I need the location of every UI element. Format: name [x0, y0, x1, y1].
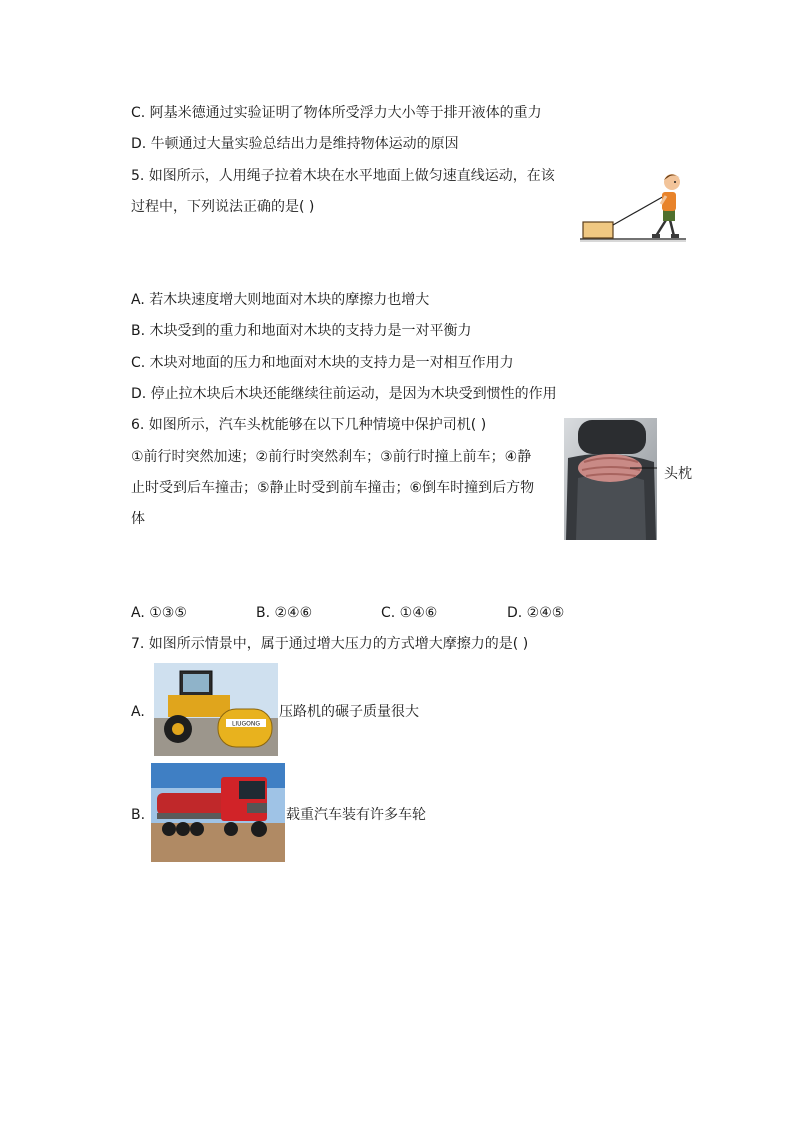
q6-figure-label: 头枕 — [664, 466, 692, 482]
q6-stem-line3: 止时受到后车撞击；⑤静止时受到前车撞击；⑥倒车时撞到后方物 — [131, 480, 535, 496]
q7-option-b-letter: B. — [131, 807, 146, 823]
q7-option-b-text: 载重汽车装有许多车轮 — [286, 807, 426, 823]
q6-option-a: A. ①③⑤ — [131, 605, 187, 621]
q7-roller-brand-text: LIUGONG — [231, 720, 261, 728]
q6-option-b: B. ②④⑥ — [256, 605, 313, 621]
q6-stem-line4: 体 — [131, 511, 145, 527]
q4-option-d: D. 牛顿通过大量实验总结出力是维持物体运动的原因 — [131, 136, 459, 152]
q5-option-a: A. 若木块速度增大则地面对木块的摩擦力也增大 — [131, 292, 430, 308]
q5-option-c: C. 木块对地面的压力和地面对木块的支持力是一对相互作用力 — [131, 355, 514, 371]
q7-option-a-roller-photo — [154, 663, 278, 756]
q6-option-d: D. ②④⑤ — [507, 605, 565, 621]
q7-stem: 7. 如图所示情景中，属于通过增大压力的方式增大摩擦力的是( ) — [131, 636, 529, 652]
q5-figure-boy-pulling-block — [578, 168, 690, 244]
q6-option-c: C. ①④⑥ — [381, 605, 438, 621]
q6-figure-headrest-photo — [564, 418, 657, 540]
q5-option-d: D. 停止拉木块后木块还能继续往前运动，是因为木块受到惯性的作用 — [131, 386, 557, 402]
q7-option-a-text: 压路机的碾子质量很大 — [279, 704, 419, 720]
q5-stem-line1: 5. 如图所示，人用绳子拉着木块在水平地面上做匀速直线运动，在该 — [131, 168, 555, 184]
q5-stem-line2: 过程中，下列说法正确的是( ) — [131, 199, 315, 215]
q5-option-b: B. 木块受到的重力和地面对木块的支持力是一对平衡力 — [131, 323, 472, 339]
q6-stem-line2: ①前行时突然加速；②前行时突然刹车；③前行时撞上前车；④静 — [131, 449, 532, 465]
q6-stem-line1: 6. 如图所示，汽车头枕能够在以下几种情境中保护司机( ) — [131, 417, 487, 433]
q4-option-c: C. 阿基米德通过实验证明了物体所受浮力大小等于排开液体的重力 — [131, 105, 542, 121]
q7-option-a-letter: A. — [131, 704, 145, 720]
q7-option-b-truck-photo — [151, 763, 285, 862]
